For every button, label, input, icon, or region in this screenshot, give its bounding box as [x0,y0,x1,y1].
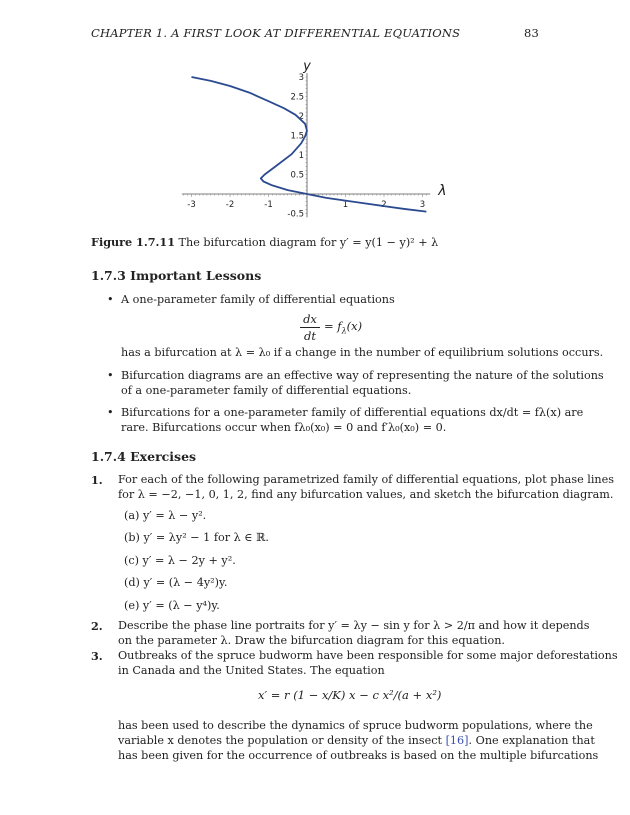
y-tick-label: 2.5 [290,92,304,103]
citation-link[interactable]: [16] [445,734,469,747]
lesson-3-line-2: rare. Bifurcations occur when fλ₀(x₀) = 0 and f′λ₀(x₀) = 0. [121,421,447,434]
lesson-2-line-2: of a one-parameter family of differential equations. [121,384,412,397]
exercise-2-line-2: on the parameter λ. Draw the bifurcation diagram for this equation. [118,634,505,647]
exercise-3-line-5: has been given for the occurrence of outbreaks is based on the multiple bifurcations [118,749,599,762]
x-tick-label: -2 [225,200,235,210]
y-tick-label: 1 [298,151,304,161]
y-tick-label: 0.5 [290,170,304,181]
section-title-exercises: 1.7.4 Exercises [91,449,197,464]
bullet-marker: • [107,293,114,306]
x-tick-label: -1 [264,200,273,210]
y-axis-label: y [303,59,311,75]
eq-rhs: = $f_\lambda(x)$ [324,319,363,336]
y-tick-label: 3 [298,73,304,83]
x-tick-label: 2 [381,200,387,210]
exercise-3-number: 3. [91,649,103,663]
eq-denominator: dt [304,329,316,343]
exercise-1-item-d: (d) y′ = (λ − 4y²)y. [124,576,228,589]
figure-caption-label: Figure 1.7.11 [91,235,175,249]
x-tick-label: 3 [419,200,426,210]
figure-caption-text: The bifurcation diagram for y′ = y(1 − y)² + λ [178,236,439,249]
exercise-1-line-2: for λ = −2, −1, 0, 1, 2, find any bifurcation values, and sketch the bifurcation diagram. [118,488,614,501]
exercise-1-line-1: For each of the following parametrized family of differential equations, plot phase lines [118,473,614,486]
section-title-lessons: 1.7.3 Important Lessons [91,268,262,283]
bullet-marker: • [107,369,114,382]
exercise-3-equation: x′ = r (1 − x/K) x − c x²/(a + x²) [258,688,442,702]
lesson-1-equation [300,312,320,343]
exercise-2-number: 2. [91,619,103,633]
eq-numerator: dx [303,312,317,326]
bifurcation-chart [170,52,460,224]
x-tick-label: 1 [342,200,349,210]
exercise-1-item-e: (e) y′ = (λ − y⁴)y. [124,599,220,612]
exercise-3-line-3: has been used to describe the dynamics of spruce budworm populations, where the [118,719,593,732]
running-header: CHAPTER 1. A FIRST LOOK AT DIFFERENTIAL EQUATIONS [91,26,461,40]
exercise-3-line-1: Outbreaks of the spruce budworm have been responsible for some major deforestations [118,649,618,662]
exercise-3-line-4: variable x denotes the population or density of the insect [16]. One explanation that [118,734,595,747]
exercise-1-item-b: (b) y′ = λy² − 1 for λ ∈ ℝ. [124,531,269,544]
x-axis-label: λ [438,183,447,199]
exercise-3-line-2: in Canada and the United States. The equation [118,664,385,677]
series-line-equilibria [192,77,427,212]
y-tick-label: 1.5 [290,131,304,142]
exercise-1-item-a: (a) y′ = λ − y². [124,509,207,522]
bullet-marker: • [107,406,114,419]
x-tick-label: -3 [187,200,196,210]
figure-caption [91,234,438,251]
lesson-1-outro: has a bifurcation at λ = λ₀ if a change in the number of equilibrium solutions occurs. [121,346,604,359]
y-tick-label: -0.5 [287,209,304,220]
exercise-1-number: 1. [91,473,103,487]
exercise-1-item-c: (c) y′ = λ − 2y + y². [124,554,236,567]
lesson-2-line-1: Bifurcation diagrams are an effective way of representing the nature of the solutions [121,369,604,382]
lesson-3-line-1: Bifurcations for a one-parameter family of differential equations dx/dt = fλ(x) are [121,406,584,419]
exercise-2-line-1: Describe the phase line portraits for y′ = λy − sin y for λ > 2/π and how it depends [118,619,590,632]
y-tick-label: 2 [298,112,304,122]
lesson-1-intro: A one-parameter family of differential equations [121,293,395,306]
page-number: 83 [524,26,540,40]
